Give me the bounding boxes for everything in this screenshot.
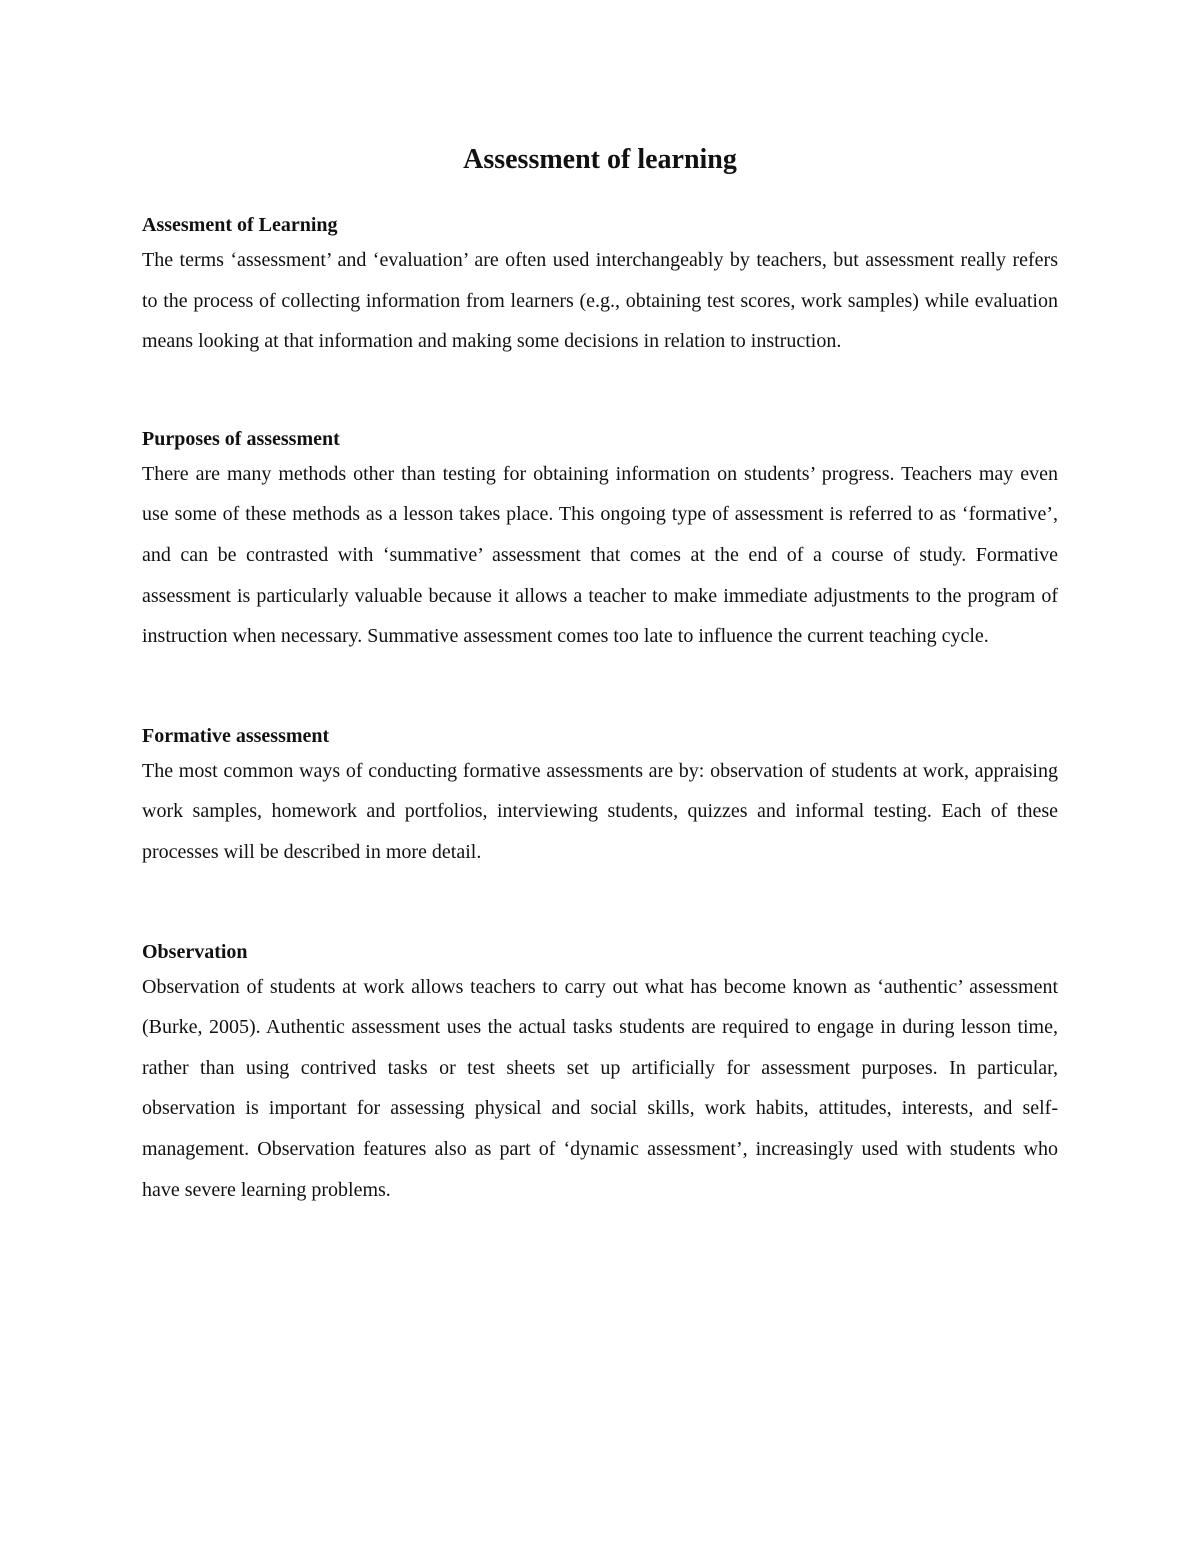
section-spacer	[142, 657, 1058, 723]
document-page	[142, 138, 1058, 1210]
section-body: The terms ‘assessment’ and ‘evaluation’ are often used interchangeably by teachers, but assessment really refers to the process of collecting information from learners (e.g., obtaining test scores, work samples) while evaluation means looking at that information and making some decisions in relation to instruction.	[142, 249, 1058, 353]
section-spacer	[142, 362, 1058, 426]
section-observation	[142, 939, 1058, 1211]
section-formative-assessment	[142, 723, 1058, 873]
section-heading: Observation	[142, 940, 248, 963]
section-body: Observation of students at work allows teachers to carry out what has become known as ‘authentic’ assessment (Burke, 2005). Authentic assessment uses the actual tasks students are required to engage in during lesson time, rather than using contrived tasks or test sheets set up artificially for assessment purposes. In particular, observation is important for assessing physical and social skills, work habits, attitudes, interests, and self-management. Observation features also as part of ‘dynamic assessment’, increasingly used with students who have severe learning problems.	[142, 975, 1058, 1201]
section-heading: Purposes of assessment	[142, 427, 340, 450]
section-body: The most common ways of conducting formative assessments are by: observation of students at work, appraising work samples, homework and portfolios, interviewing students, quizzes and informal testing. Each of these processes will be described in more detail.	[142, 759, 1058, 863]
section-heading: Formative assessment	[142, 724, 330, 747]
section-assessment-of-learning	[142, 212, 1058, 362]
section-purposes-of-assessment	[142, 426, 1058, 657]
section-heading: Assesment of Learning	[142, 214, 338, 236]
section-body: There are many methods other than testing for obtaining information on students’ progress. Teachers may even use some of these methods as a lesson takes place. This ongoing type of assessment is referred to as ‘formative’, and can be contrasted with ‘summative’ assessment that comes at the end of a course of study. Formative assessment is particularly valuable because it allows a teacher to make immediate adjustments to the program of instruction when necessary. Summative assessment comes too late to influence the current teaching cycle.	[142, 462, 1058, 648]
section-spacer	[142, 873, 1058, 939]
document-title: Assessment of learning	[463, 144, 737, 175]
